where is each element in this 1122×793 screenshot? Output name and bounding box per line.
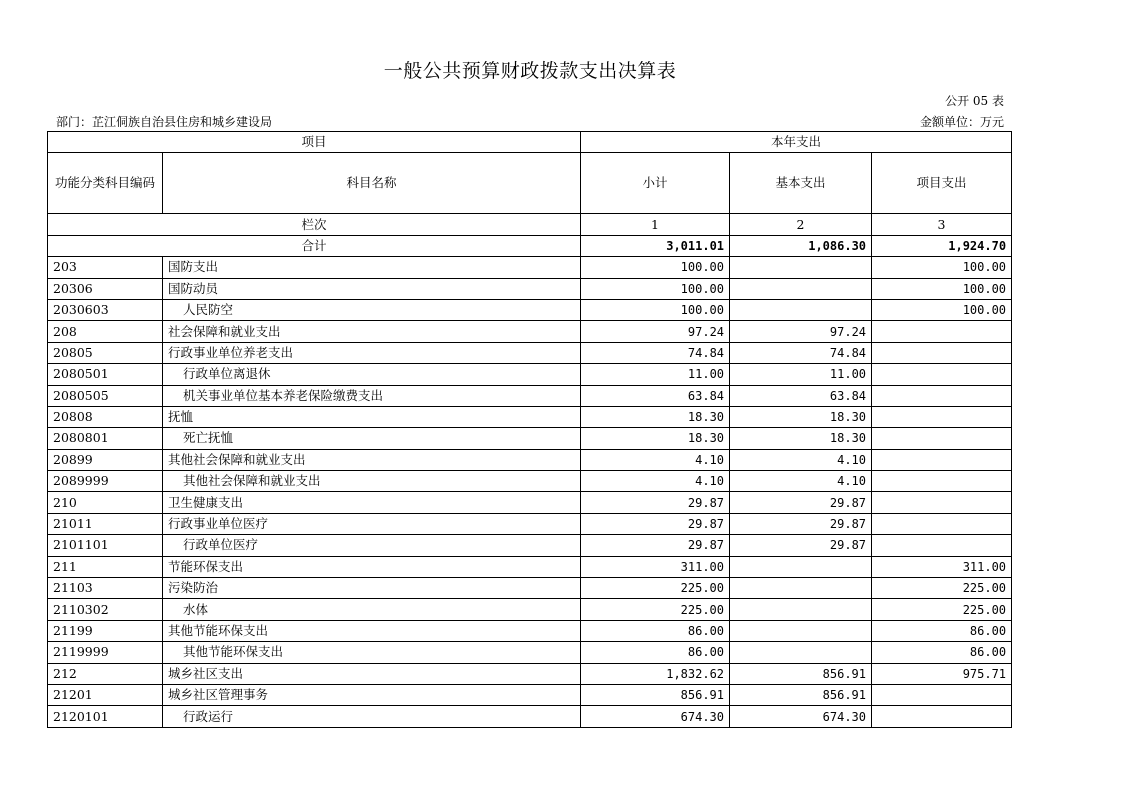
row-basic: 63.84 xyxy=(730,385,872,406)
row-code: 2089999 xyxy=(48,471,163,492)
row-basic: 18.30 xyxy=(730,428,872,449)
row-subtotal: 856.91 xyxy=(581,684,730,705)
row-name: 其他社会保障和就业支出 xyxy=(163,471,581,492)
header-name: 科目名称 xyxy=(163,153,581,214)
row-subtotal: 674.30 xyxy=(581,706,730,727)
row-code: 208 xyxy=(48,321,163,342)
col-index-2: 2 xyxy=(730,214,872,235)
row-subtotal: 63.84 xyxy=(581,385,730,406)
page-title: 一般公共预算财政拨款支出决算表 xyxy=(383,60,677,82)
row-project: 225.00 xyxy=(872,599,1012,620)
table-row xyxy=(48,556,1012,577)
row-basic xyxy=(730,578,872,599)
table-body xyxy=(48,257,1012,728)
header-basic: 基本支出 xyxy=(730,153,872,214)
expenditure-table xyxy=(47,131,1012,728)
row-name: 卫生健康支出 xyxy=(163,492,581,513)
table-row xyxy=(48,684,1012,705)
table-row xyxy=(48,578,1012,599)
table-row xyxy=(48,299,1012,320)
row-subtotal: 97.24 xyxy=(581,321,730,342)
col-index-1: 1 xyxy=(581,214,730,235)
header-subtotal: 小计 xyxy=(581,153,730,214)
row-name: 污染防治 xyxy=(163,578,581,599)
row-project xyxy=(872,342,1012,363)
row-basic: 97.24 xyxy=(730,321,872,342)
row-subtotal: 4.10 xyxy=(581,471,730,492)
row-project: 100.00 xyxy=(872,257,1012,278)
department-label: 部门：芷江侗族自治县住房和城乡建设局 xyxy=(56,115,273,129)
row-subtotal: 74.84 xyxy=(581,342,730,363)
row-code: 21199 xyxy=(48,620,163,641)
row-code: 2080501 xyxy=(48,364,163,385)
row-code: 20808 xyxy=(48,406,163,427)
row-subtotal: 86.00 xyxy=(581,620,730,641)
header-current-year: 本年支出 xyxy=(581,132,1012,153)
row-basic: 74.84 xyxy=(730,342,872,363)
table-row xyxy=(48,257,1012,278)
row-name: 节能环保支出 xyxy=(163,556,581,577)
row-code: 20899 xyxy=(48,449,163,470)
table-row xyxy=(48,706,1012,727)
row-basic xyxy=(730,257,872,278)
row-basic: 18.30 xyxy=(730,406,872,427)
row-basic: 29.87 xyxy=(730,492,872,513)
table-row xyxy=(48,471,1012,492)
table-row xyxy=(48,428,1012,449)
row-project: 100.00 xyxy=(872,299,1012,320)
row-name: 其他节能环保支出 xyxy=(163,620,581,641)
row-project: 100.00 xyxy=(872,278,1012,299)
row-name: 人民防空 xyxy=(163,299,581,320)
row-code: 2101101 xyxy=(48,535,163,556)
row-project xyxy=(872,535,1012,556)
row-index-label: 栏次 xyxy=(48,214,581,235)
row-basic: 856.91 xyxy=(730,663,872,684)
table-row xyxy=(48,642,1012,663)
row-subtotal: 225.00 xyxy=(581,599,730,620)
row-project xyxy=(872,684,1012,705)
table-row xyxy=(48,663,1012,684)
row-subtotal: 100.00 xyxy=(581,299,730,320)
row-name: 水体 xyxy=(163,599,581,620)
table-row xyxy=(48,492,1012,513)
row-name: 城乡社区管理事务 xyxy=(163,684,581,705)
row-code: 2110302 xyxy=(48,599,163,620)
header-code: 功能分类科目编码 xyxy=(48,153,163,214)
table-row xyxy=(48,599,1012,620)
row-basic xyxy=(730,278,872,299)
row-project: 975.71 xyxy=(872,663,1012,684)
header-project: 项目支出 xyxy=(872,153,1012,214)
amount-unit-label: 金额单位：万元 xyxy=(919,115,1004,129)
row-project xyxy=(872,706,1012,727)
total-project: 1,924.70 xyxy=(872,235,1012,256)
row-code: 2080505 xyxy=(48,385,163,406)
row-project xyxy=(872,449,1012,470)
row-basic: 674.30 xyxy=(730,706,872,727)
row-code: 21011 xyxy=(48,513,163,534)
table-row xyxy=(48,385,1012,406)
row-name: 死亡抚恤 xyxy=(163,428,581,449)
row-basic xyxy=(730,556,872,577)
row-subtotal: 100.00 xyxy=(581,257,730,278)
table-row xyxy=(48,278,1012,299)
row-project xyxy=(872,492,1012,513)
row-project xyxy=(872,406,1012,427)
row-name: 行政单位离退休 xyxy=(163,364,581,385)
table-row xyxy=(48,513,1012,534)
row-name: 国防动员 xyxy=(163,278,581,299)
row-name: 其他节能环保支出 xyxy=(163,642,581,663)
row-project: 86.00 xyxy=(872,642,1012,663)
total-label: 合计 xyxy=(48,235,581,256)
row-basic xyxy=(730,642,872,663)
row-name: 行政事业单位养老支出 xyxy=(163,342,581,363)
row-basic: 11.00 xyxy=(730,364,872,385)
row-name: 国防支出 xyxy=(163,257,581,278)
row-project xyxy=(872,428,1012,449)
row-subtotal: 225.00 xyxy=(581,578,730,599)
table-row xyxy=(48,364,1012,385)
row-project xyxy=(872,471,1012,492)
row-subtotal: 18.30 xyxy=(581,428,730,449)
row-subtotal: 86.00 xyxy=(581,642,730,663)
row-name: 行政运行 xyxy=(163,706,581,727)
row-basic: 4.10 xyxy=(730,471,872,492)
table-row xyxy=(48,342,1012,363)
row-basic: 4.10 xyxy=(730,449,872,470)
total-subtotal: 3,011.01 xyxy=(581,235,730,256)
row-code: 20306 xyxy=(48,278,163,299)
row-project: 225.00 xyxy=(872,578,1012,599)
row-name: 社会保障和就业支出 xyxy=(163,321,581,342)
row-basic: 856.91 xyxy=(730,684,872,705)
row-code: 2030603 xyxy=(48,299,163,320)
row-code: 20805 xyxy=(48,342,163,363)
row-basic: 29.87 xyxy=(730,535,872,556)
row-code: 211 xyxy=(48,556,163,577)
table-row xyxy=(48,406,1012,427)
row-subtotal: 29.87 xyxy=(581,492,730,513)
row-code: 203 xyxy=(48,257,163,278)
header-item: 项目 xyxy=(48,132,581,153)
row-basic xyxy=(730,620,872,641)
form-number: 公开 05 表 xyxy=(945,94,1004,108)
row-code: 21201 xyxy=(48,684,163,705)
row-code: 2080801 xyxy=(48,428,163,449)
row-name: 机关事业单位基本养老保险缴费支出 xyxy=(163,385,581,406)
row-name: 行政单位医疗 xyxy=(163,535,581,556)
row-name: 其他社会保障和就业支出 xyxy=(163,449,581,470)
row-subtotal: 1,832.62 xyxy=(581,663,730,684)
total-basic: 1,086.30 xyxy=(730,235,872,256)
row-basic xyxy=(730,599,872,620)
row-project xyxy=(872,385,1012,406)
col-index-3: 3 xyxy=(872,214,1012,235)
row-project: 311.00 xyxy=(872,556,1012,577)
row-basic xyxy=(730,299,872,320)
row-subtotal: 11.00 xyxy=(581,364,730,385)
row-subtotal: 4.10 xyxy=(581,449,730,470)
table-row xyxy=(48,535,1012,556)
row-name: 城乡社区支出 xyxy=(163,663,581,684)
row-subtotal: 311.00 xyxy=(581,556,730,577)
row-subtotal: 29.87 xyxy=(581,513,730,534)
row-subtotal: 18.30 xyxy=(581,406,730,427)
row-subtotal: 100.00 xyxy=(581,278,730,299)
row-code: 2120101 xyxy=(48,706,163,727)
row-project xyxy=(872,364,1012,385)
table-row xyxy=(48,620,1012,641)
row-code: 2119999 xyxy=(48,642,163,663)
row-project xyxy=(872,513,1012,534)
row-name: 行政事业单位医疗 xyxy=(163,513,581,534)
row-project xyxy=(872,321,1012,342)
table-row xyxy=(48,321,1012,342)
row-basic: 29.87 xyxy=(730,513,872,534)
table-row xyxy=(48,449,1012,470)
row-project: 86.00 xyxy=(872,620,1012,641)
row-subtotal: 29.87 xyxy=(581,535,730,556)
row-code: 210 xyxy=(48,492,163,513)
row-name: 抚恤 xyxy=(163,406,581,427)
row-code: 212 xyxy=(48,663,163,684)
row-code: 21103 xyxy=(48,578,163,599)
